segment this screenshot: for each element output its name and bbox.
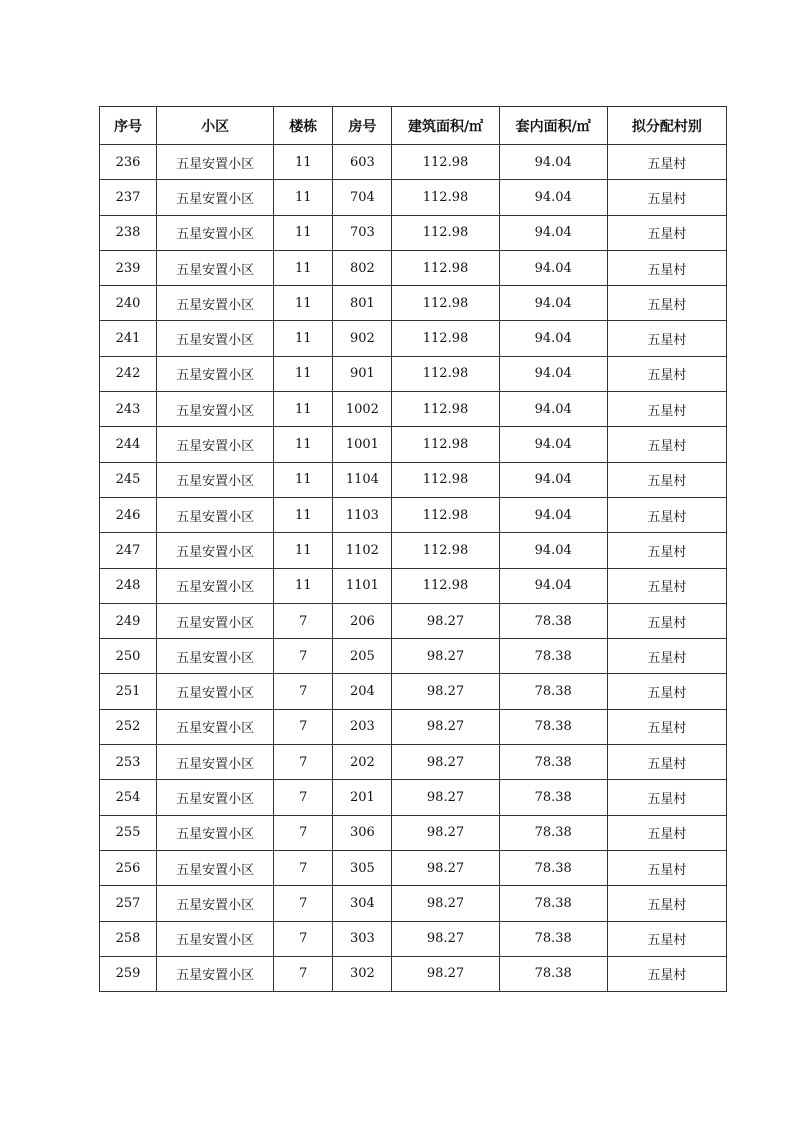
cell-building: 7 [274, 674, 333, 709]
cell-community: 五星安置小区 [157, 603, 274, 638]
cell-room-no: 202 [333, 745, 392, 780]
cell-room-no: 1103 [333, 497, 392, 532]
cell-village: 五星村 [607, 215, 726, 250]
cell-village: 五星村 [607, 709, 726, 744]
cell-village: 五星村 [607, 427, 726, 462]
cell-serial-no: 245 [100, 462, 157, 497]
cell-room-no: 203 [333, 709, 392, 744]
cell-community: 五星安置小区 [157, 321, 274, 356]
cell-serial-no: 252 [100, 709, 157, 744]
cell-village: 五星村 [607, 250, 726, 285]
cell-building: 7 [274, 639, 333, 674]
cell-room-no: 1002 [333, 392, 392, 427]
cell-serial-no: 244 [100, 427, 157, 462]
cell-building: 11 [274, 145, 333, 180]
cell-inner-area: 78.38 [499, 674, 607, 709]
table-row [100, 639, 727, 674]
header-community: 小区 [157, 107, 274, 145]
cell-community: 五星安置小区 [157, 568, 274, 603]
cell-community: 五星安置小区 [157, 497, 274, 532]
cell-community: 五星安置小区 [157, 674, 274, 709]
cell-building-area: 112.98 [392, 356, 499, 391]
cell-room-no: 703 [333, 215, 392, 250]
cell-building: 7 [274, 886, 333, 921]
cell-village: 五星村 [607, 497, 726, 532]
cell-room-no: 1104 [333, 462, 392, 497]
cell-serial-no: 251 [100, 674, 157, 709]
cell-serial-no: 250 [100, 639, 157, 674]
cell-village: 五星村 [607, 321, 726, 356]
cell-room-no: 206 [333, 603, 392, 638]
cell-building-area: 112.98 [392, 427, 499, 462]
cell-room-no: 603 [333, 145, 392, 180]
table-row [100, 921, 727, 956]
cell-building-area: 98.27 [392, 674, 499, 709]
cell-building-area: 98.27 [392, 603, 499, 638]
cell-building: 11 [274, 356, 333, 391]
cell-building: 7 [274, 745, 333, 780]
header-building: 楼栋 [274, 107, 333, 145]
cell-building-area: 112.98 [392, 392, 499, 427]
cell-inner-area: 94.04 [499, 321, 607, 356]
cell-room-no: 902 [333, 321, 392, 356]
cell-serial-no: 238 [100, 215, 157, 250]
cell-building-area: 98.27 [392, 886, 499, 921]
table-row [100, 427, 727, 462]
cell-building-area: 98.27 [392, 956, 499, 991]
cell-community: 五星安置小区 [157, 180, 274, 215]
cell-inner-area: 78.38 [499, 886, 607, 921]
table-row [100, 286, 727, 321]
cell-inner-area: 94.04 [499, 533, 607, 568]
table-row [100, 215, 727, 250]
cell-serial-no: 236 [100, 145, 157, 180]
table-row [100, 250, 727, 285]
cell-inner-area: 94.04 [499, 286, 607, 321]
cell-building-area: 112.98 [392, 321, 499, 356]
cell-building: 7 [274, 780, 333, 815]
cell-building-area: 98.27 [392, 921, 499, 956]
cell-village: 五星村 [607, 286, 726, 321]
table-row [100, 956, 727, 991]
cell-community: 五星安置小区 [157, 886, 274, 921]
cell-community: 五星安置小区 [157, 709, 274, 744]
cell-building-area: 98.27 [392, 815, 499, 850]
cell-village: 五星村 [607, 568, 726, 603]
cell-building: 11 [274, 180, 333, 215]
cell-room-no: 704 [333, 180, 392, 215]
cell-building-area: 112.98 [392, 215, 499, 250]
cell-room-no: 302 [333, 956, 392, 991]
cell-community: 五星安置小区 [157, 745, 274, 780]
cell-room-no: 204 [333, 674, 392, 709]
cell-room-no: 303 [333, 921, 392, 956]
header-row [100, 107, 727, 145]
cell-serial-no: 240 [100, 286, 157, 321]
cell-serial-no: 256 [100, 850, 157, 885]
cell-community: 五星安置小区 [157, 145, 274, 180]
cell-serial-no: 247 [100, 533, 157, 568]
cell-inner-area: 78.38 [499, 603, 607, 638]
cell-community: 五星安置小区 [157, 462, 274, 497]
cell-serial-no: 237 [100, 180, 157, 215]
cell-room-no: 205 [333, 639, 392, 674]
cell-inner-area: 94.04 [499, 145, 607, 180]
header-serial-no: 序号 [100, 107, 157, 145]
cell-building-area: 112.98 [392, 462, 499, 497]
cell-community: 五星安置小区 [157, 392, 274, 427]
cell-room-no: 304 [333, 886, 392, 921]
cell-community: 五星安置小区 [157, 921, 274, 956]
header-village: 拟分配村别 [607, 107, 726, 145]
cell-inner-area: 78.38 [499, 780, 607, 815]
cell-inner-area: 94.04 [499, 356, 607, 391]
header-inner-area: 套内面积/㎡ [499, 107, 607, 145]
table-row [100, 886, 727, 921]
housing-allocation-table [99, 106, 727, 992]
cell-community: 五星安置小区 [157, 533, 274, 568]
cell-building-area: 112.98 [392, 145, 499, 180]
table-row [100, 145, 727, 180]
cell-serial-no: 246 [100, 497, 157, 532]
table-row [100, 462, 727, 497]
cell-serial-no: 257 [100, 886, 157, 921]
cell-building-area: 112.98 [392, 497, 499, 532]
cell-building-area: 112.98 [392, 286, 499, 321]
cell-inner-area: 78.38 [499, 745, 607, 780]
cell-room-no: 801 [333, 286, 392, 321]
cell-room-no: 201 [333, 780, 392, 815]
cell-serial-no: 243 [100, 392, 157, 427]
cell-inner-area: 78.38 [499, 956, 607, 991]
cell-building-area: 98.27 [392, 745, 499, 780]
cell-building: 11 [274, 321, 333, 356]
cell-serial-no: 258 [100, 921, 157, 956]
cell-building: 11 [274, 462, 333, 497]
cell-room-no: 1101 [333, 568, 392, 603]
cell-community: 五星安置小区 [157, 815, 274, 850]
table-header [100, 107, 727, 145]
cell-serial-no: 239 [100, 250, 157, 285]
cell-inner-area: 94.04 [499, 462, 607, 497]
table-row [100, 815, 727, 850]
table-row [100, 321, 727, 356]
cell-community: 五星安置小区 [157, 427, 274, 462]
cell-room-no: 901 [333, 356, 392, 391]
cell-village: 五星村 [607, 815, 726, 850]
cell-building: 7 [274, 850, 333, 885]
table-row [100, 674, 727, 709]
cell-building-area: 112.98 [392, 533, 499, 568]
cell-building: 11 [274, 250, 333, 285]
table-row [100, 533, 727, 568]
cell-village: 五星村 [607, 392, 726, 427]
cell-inner-area: 94.04 [499, 250, 607, 285]
cell-serial-no: 253 [100, 745, 157, 780]
cell-village: 五星村 [607, 639, 726, 674]
table-row [100, 709, 727, 744]
cell-room-no: 1102 [333, 533, 392, 568]
cell-building: 7 [274, 815, 333, 850]
cell-inner-area: 94.04 [499, 180, 607, 215]
cell-village: 五星村 [607, 674, 726, 709]
cell-building: 11 [274, 568, 333, 603]
cell-village: 五星村 [607, 180, 726, 215]
cell-village: 五星村 [607, 780, 726, 815]
cell-inner-area: 78.38 [499, 921, 607, 956]
cell-community: 五星安置小区 [157, 215, 274, 250]
cell-inner-area: 94.04 [499, 392, 607, 427]
cell-building: 7 [274, 603, 333, 638]
cell-room-no: 305 [333, 850, 392, 885]
cell-village: 五星村 [607, 356, 726, 391]
cell-village: 五星村 [607, 745, 726, 780]
cell-serial-no: 241 [100, 321, 157, 356]
cell-community: 五星安置小区 [157, 850, 274, 885]
cell-building-area: 98.27 [392, 639, 499, 674]
cell-village: 五星村 [607, 603, 726, 638]
cell-inner-area: 78.38 [499, 709, 607, 744]
table-row [100, 356, 727, 391]
table-row [100, 568, 727, 603]
header-building-area: 建筑面积/㎡ [392, 107, 499, 145]
cell-building: 11 [274, 286, 333, 321]
cell-room-no: 1001 [333, 427, 392, 462]
cell-building: 7 [274, 921, 333, 956]
cell-building: 11 [274, 392, 333, 427]
cell-community: 五星安置小区 [157, 286, 274, 321]
table-row [100, 603, 727, 638]
cell-room-no: 802 [333, 250, 392, 285]
cell-community: 五星安置小区 [157, 356, 274, 391]
cell-room-no: 306 [333, 815, 392, 850]
cell-inner-area: 94.04 [499, 497, 607, 532]
cell-village: 五星村 [607, 462, 726, 497]
table-body [100, 145, 727, 992]
cell-inner-area: 94.04 [499, 215, 607, 250]
cell-community: 五星安置小区 [157, 780, 274, 815]
cell-building: 7 [274, 709, 333, 744]
cell-building-area: 112.98 [392, 568, 499, 603]
cell-village: 五星村 [607, 850, 726, 885]
cell-inner-area: 78.38 [499, 850, 607, 885]
table-row [100, 392, 727, 427]
cell-building: 11 [274, 427, 333, 462]
table-row [100, 780, 727, 815]
cell-building-area: 98.27 [392, 850, 499, 885]
cell-inner-area: 78.38 [499, 815, 607, 850]
cell-inner-area: 94.04 [499, 427, 607, 462]
cell-serial-no: 249 [100, 603, 157, 638]
cell-building: 7 [274, 956, 333, 991]
table-row [100, 180, 727, 215]
cell-building-area: 98.27 [392, 780, 499, 815]
cell-building: 11 [274, 497, 333, 532]
cell-serial-no: 248 [100, 568, 157, 603]
cell-building: 11 [274, 533, 333, 568]
cell-building-area: 98.27 [392, 709, 499, 744]
cell-village: 五星村 [607, 886, 726, 921]
cell-community: 五星安置小区 [157, 250, 274, 285]
cell-serial-no: 254 [100, 780, 157, 815]
table-row [100, 745, 727, 780]
cell-building-area: 112.98 [392, 250, 499, 285]
cell-inner-area: 94.04 [499, 568, 607, 603]
cell-community: 五星安置小区 [157, 956, 274, 991]
cell-serial-no: 242 [100, 356, 157, 391]
cell-community: 五星安置小区 [157, 639, 274, 674]
cell-village: 五星村 [607, 145, 726, 180]
cell-village: 五星村 [607, 533, 726, 568]
cell-village: 五星村 [607, 956, 726, 991]
cell-building: 11 [274, 215, 333, 250]
cell-inner-area: 78.38 [499, 639, 607, 674]
cell-serial-no: 259 [100, 956, 157, 991]
header-room-no: 房号 [333, 107, 392, 145]
table-row [100, 497, 727, 532]
cell-village: 五星村 [607, 921, 726, 956]
table-row [100, 850, 727, 885]
cell-building-area: 112.98 [392, 180, 499, 215]
cell-serial-no: 255 [100, 815, 157, 850]
